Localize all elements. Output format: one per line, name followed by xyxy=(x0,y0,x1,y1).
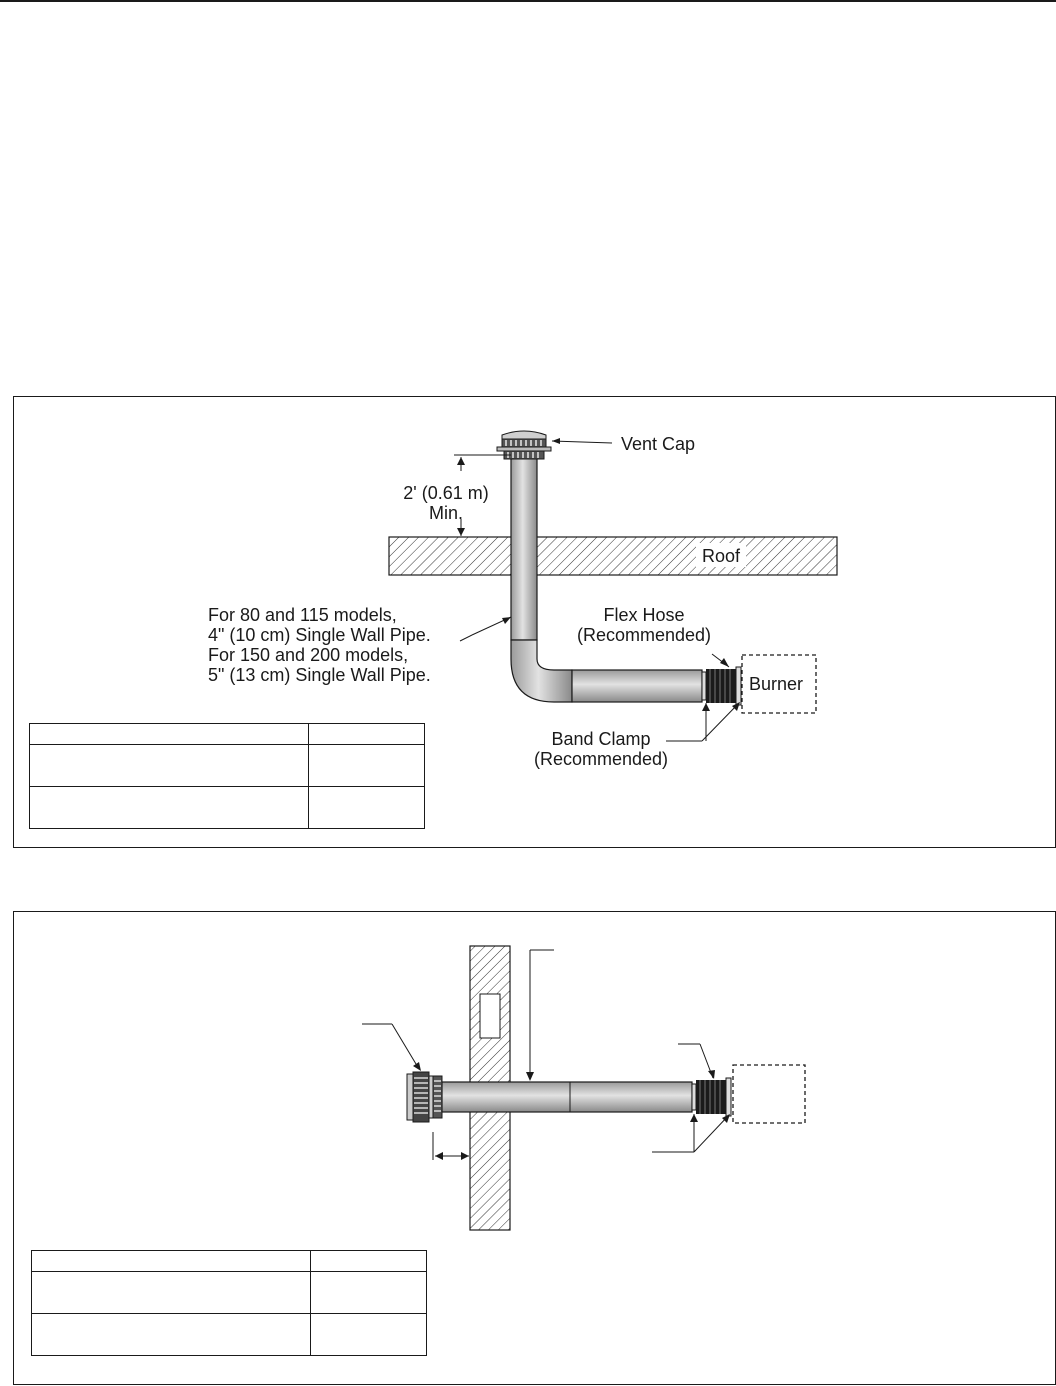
table-cell xyxy=(311,1314,427,1356)
vertical-vent-diagram-panel xyxy=(13,396,1056,848)
band-clamp-label: Band Clamp (Recommended) xyxy=(533,729,669,769)
table-cell xyxy=(30,745,309,787)
flex-hose-label: Flex Hose (Recommended) xyxy=(576,605,712,645)
pipe-size-note: For 80 and 115 models, 4" (10 cm) Single Wall Pipe. For 150 and 200 models, 5" (13 cm) Single Wall Pipe. xyxy=(208,605,431,685)
clearance-label: 2' (0.61 m) Min. xyxy=(403,483,489,523)
horizontal-pipe xyxy=(442,1082,692,1112)
roof-section xyxy=(389,537,837,575)
burner-label: Burner xyxy=(749,674,804,694)
burner-outline xyxy=(733,1065,805,1123)
table-cell xyxy=(309,724,425,745)
table-cell xyxy=(309,787,425,829)
table-cell xyxy=(32,1251,311,1272)
table-cell xyxy=(311,1272,427,1314)
vertical-pipe xyxy=(511,457,537,640)
top-rule xyxy=(0,0,1056,2)
table-cell xyxy=(30,724,309,745)
pipe-elbow xyxy=(511,640,572,702)
table-cell xyxy=(32,1272,311,1314)
table-cell xyxy=(30,787,309,829)
vertical-spec-table xyxy=(29,723,425,829)
table-cell xyxy=(311,1251,427,1272)
flex-hose xyxy=(702,667,741,705)
termination-cap xyxy=(407,1072,442,1122)
table-cell xyxy=(309,745,425,787)
roof-label: Roof xyxy=(702,546,741,566)
vent-cap-label: Vent Cap xyxy=(621,434,696,454)
table-cell xyxy=(32,1314,311,1356)
horizontal-vent-diagram-panel xyxy=(13,911,1056,1385)
horizontal-spec-table xyxy=(31,1250,427,1356)
flex-hose xyxy=(692,1078,731,1116)
horizontal-pipe xyxy=(572,670,702,702)
